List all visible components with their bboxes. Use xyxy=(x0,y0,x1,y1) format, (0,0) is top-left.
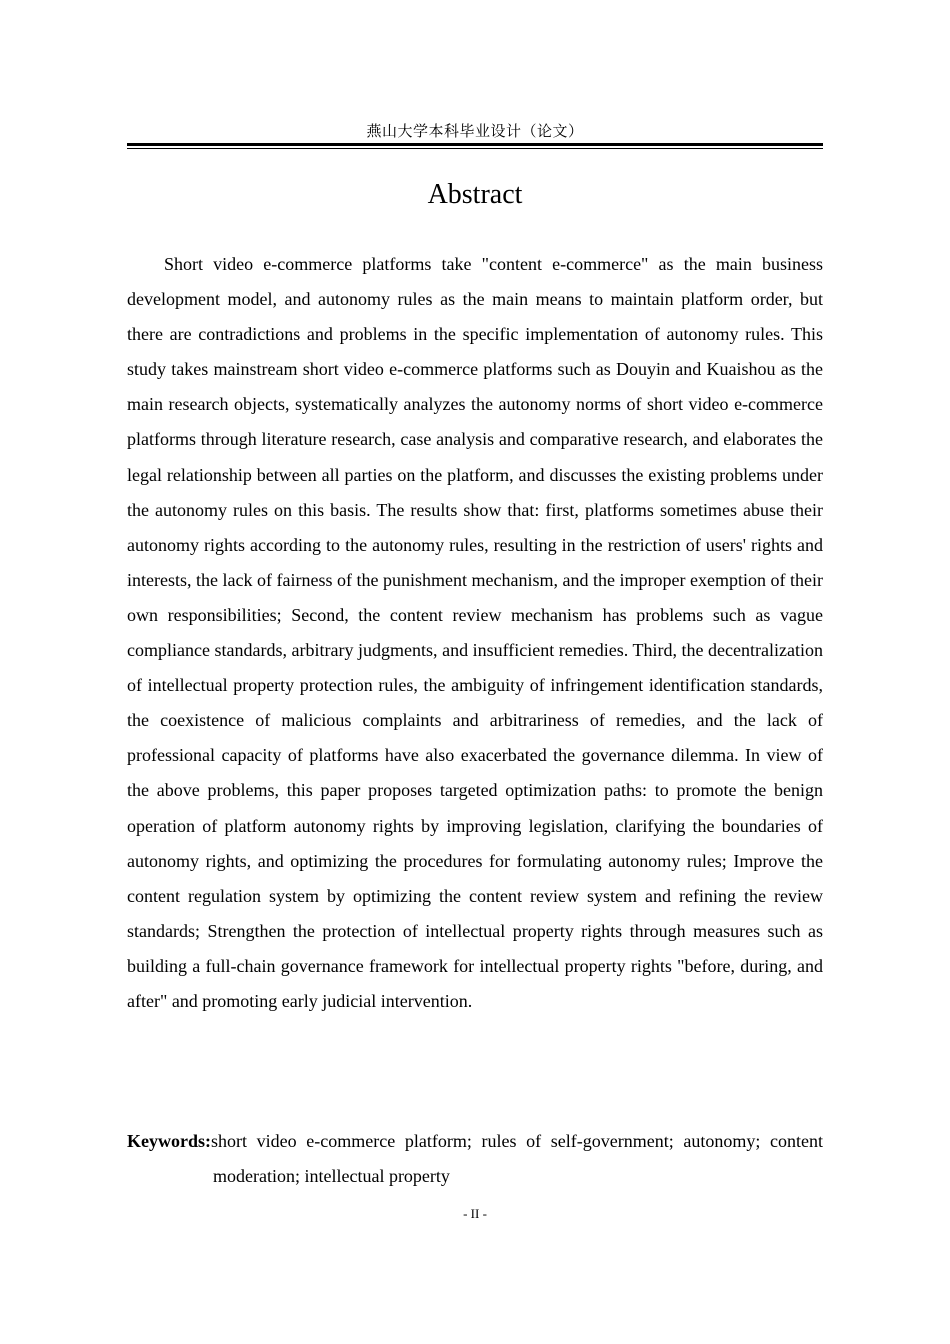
header-rule-thick xyxy=(127,143,823,146)
keywords-text: short video e-commerce platform; rules of self-government; autonomy; content moderation; intellectual property xyxy=(211,1131,823,1186)
abstract-title: Abstract xyxy=(427,179,523,210)
running-header: 燕山大学本科毕业设计（论文） xyxy=(366,122,584,140)
abstract-body: Short video e-commerce platforms take "content e-commerce" as the main business development model, and autonomy rules as the main means to maintain platform order, but there are contradictions and problems in the specific implementation of autonomy rules. This study takes mainstream short video e-commerce platforms such as Douyin and Kuaishou as the main research objects, systematically analyzes the autonomy norms of short video e-commerce platforms through literature research, case analysis and comparative research, and elaborates the legal relationship between all parties on the platform, and discusses the existing problems under the autonomy rules on this basis. The results show that: first, platforms sometimes abuse their autonomy rights according to the autonomy rules, resulting in the restriction of users' rights and interests, the lack of fairness of the punishment mechanism, and the improper exemption of their own responsibilities; Second, the content review mechanism has problems such as vague compliance standards, arbitrary judgments, and insufficient remedies. Third, the decentralization of intellectual property protection rules, the ambiguity of infringement identification standards, the coexistence of malicious complaints and arbitrariness of remedies, and the lack of professional capacity of platforms have also exacerbated the governance dilemma. In view of the above problems, this paper proposes targeted optimization paths: to promote the benign operation of platform autonomy rights by improving legislation, clarifying the boundaries of autonomy rights, and optimizing the procedures for formulating autonomy rules; Improve the content regulation system by optimizing the content review system and refining the review standards; Strengthen the protection of intellectual property rights through measures such as building a full-chain governance framework for intellectual property rights "before, during, and after" and promoting early judicial intervention. xyxy=(127,254,823,1011)
page-number: - II - xyxy=(463,1206,487,1221)
keywords-block xyxy=(127,1124,823,1194)
header-rule-thin xyxy=(127,148,823,149)
keywords-label: Keywords: xyxy=(127,1131,211,1151)
